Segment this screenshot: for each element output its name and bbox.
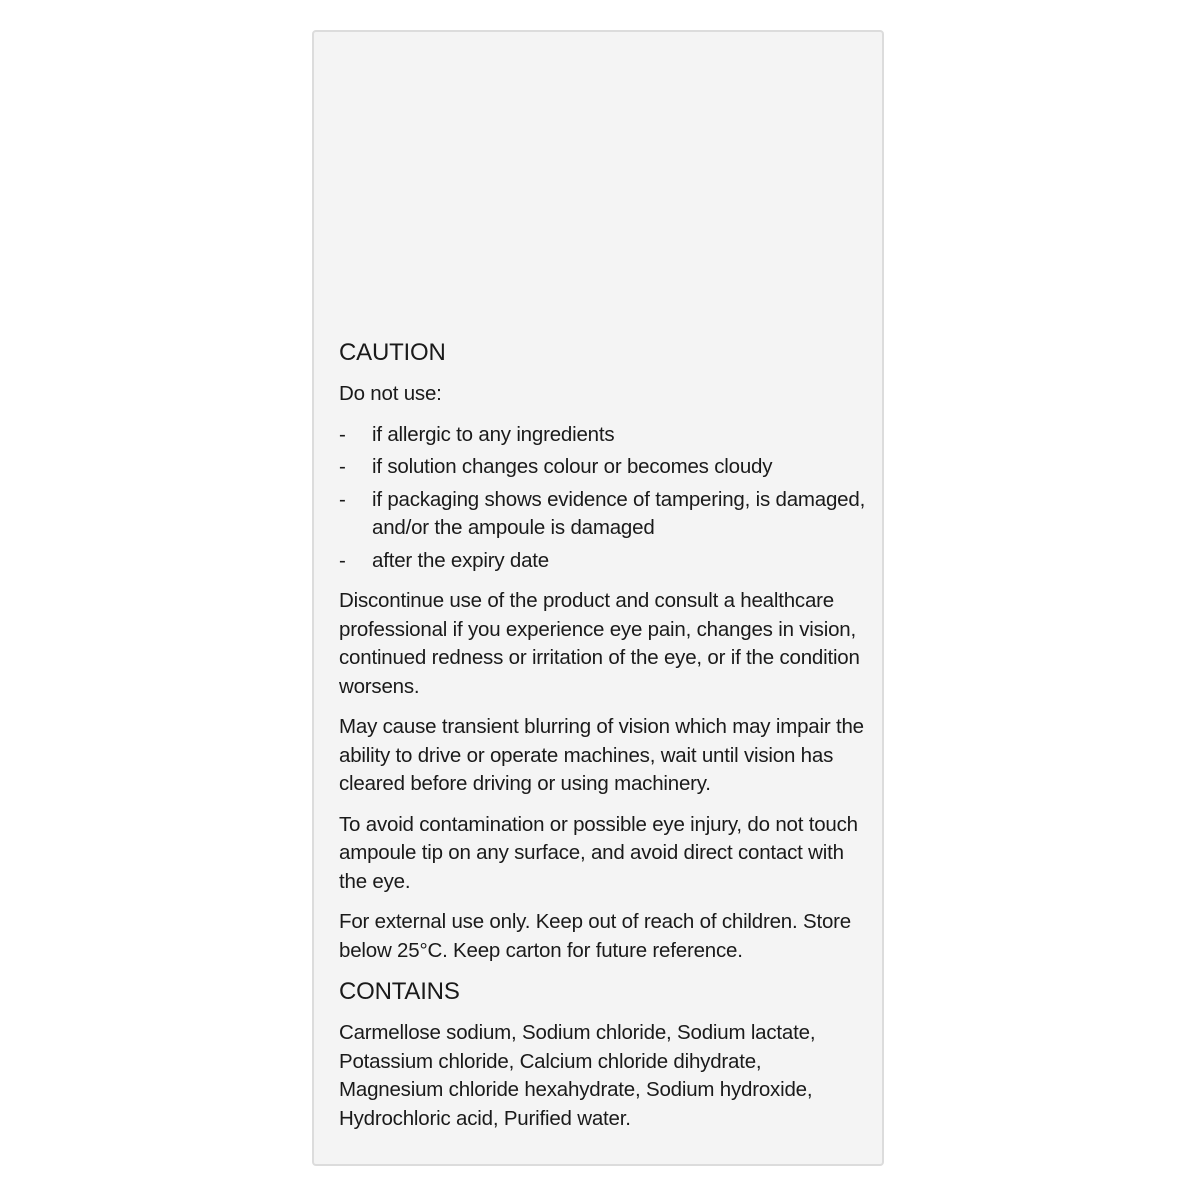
ingredients-paragraph: Carmellose sodium, Sodium chloride, Sodium lactate, Potassium chloride, Calcium chloride dihydrate, Magnesium chloride hexahydrate, Sodium hydroxide, Hydrochloric acid, Purified water.: [339, 1021, 816, 1130]
do-not-use-list: [339, 421, 867, 576]
label-panel: [312, 30, 884, 1166]
bullet-dash: -: [339, 422, 346, 446]
discontinue-paragraph: Discontinue use of the product and consult a healthcare professional if you experience eye pain, changes in vision, continued redness or irritation of the eye, or if the condition worsens.: [339, 589, 860, 698]
list-item-text: if packaging shows evidence of tampering, is damaged, and/or the ampoule is damaged: [372, 487, 866, 539]
list-item: [339, 421, 867, 450]
blurring-paragraph: May cause transient blurring of vision which may impair the ability to drive or operate machines, wait until vision has cleared before driving or using machinery.: [339, 715, 864, 795]
label-content: [339, 338, 867, 1145]
bullet-dash: -: [339, 548, 346, 572]
list-item-text: if solution changes colour or becomes cloudy: [372, 455, 773, 478]
bullet-dash: -: [339, 455, 346, 478]
contamination-paragraph: To avoid contamination or possible eye injury, do not touch ampoule tip on any surface, and avoid direct contact with the eye.: [339, 812, 858, 893]
bullet-dash: -: [339, 487, 346, 511]
list-item-text: after the expiry date: [372, 548, 549, 572]
do-not-use-label: Do not use:: [339, 382, 442, 405]
caution-heading: CAUTION: [339, 339, 446, 366]
contains-heading: CONTAINS: [339, 978, 460, 1005]
storage-paragraph: For external use only. Keep out of reach of children. Store below 25°C. Keep carton for future reference.: [339, 910, 852, 962]
list-item: [339, 486, 867, 543]
list-item-text: if allergic to any ingredients: [372, 422, 615, 446]
list-item: [339, 547, 867, 576]
list-item: [339, 453, 867, 482]
